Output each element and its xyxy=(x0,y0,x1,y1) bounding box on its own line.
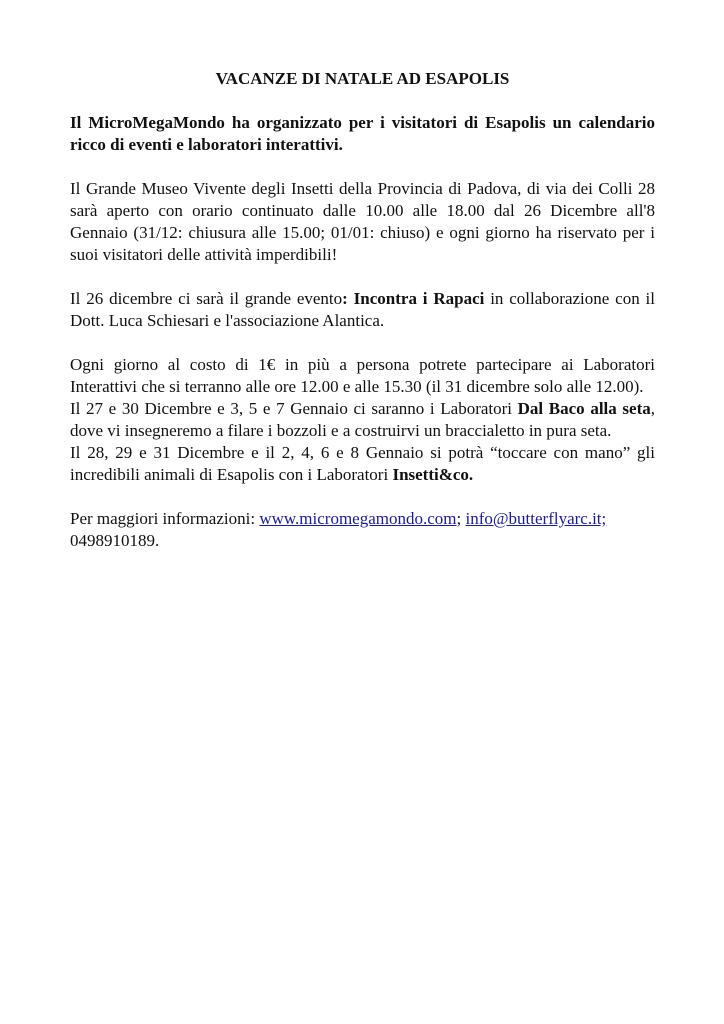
silk-workshop-paragraph xyxy=(70,398,655,442)
event-text-before: Il 26 dicembre ci sarà il grande evento xyxy=(70,289,343,308)
workshops-paragraph: Ogni giorno al costo di 1€ in più a persona potrete partecipare ai Laboratori Interattivi che si terranno alle ore 12.00 e alle 15.30 (il 31 dicembre solo alle 12.00). xyxy=(70,355,655,396)
document-content xyxy=(70,68,655,552)
museum-paragraph: Il Grande Museo Vivente degli Insetti della Provincia di Padova, di via dei Colli 28 sarà aperto con orario continuato dalle 10.00 alle 18.00 dal 26 Dicembre all'8 Gennaio (31/12: chiusura alle 15.00; 01/01: chiuso) e ogni giorno ha riservato per i suoi visitatori delle attività imperdibili! xyxy=(70,179,655,264)
insects-highlight: Insetti&co. xyxy=(392,465,474,484)
contact-separator: ; xyxy=(456,509,466,528)
phone-number: 0498910189. xyxy=(70,531,160,550)
document-title: VACANZE DI NATALE AD ESAPOLIS xyxy=(215,69,510,88)
contact-paragraph xyxy=(70,508,655,552)
email-link[interactable]: info@butterflyarc.it; xyxy=(465,509,607,528)
silk-highlight: Dal Baco alla seta xyxy=(517,399,651,418)
insects-workshop-paragraph xyxy=(70,442,655,486)
intro-paragraph: Il MicroMegaMondo ha organizzato per i visitatori di Esapolis un calendario ricco di eventi e laboratori interattivi. xyxy=(70,113,655,154)
silk-text-after: , dove vi insegneremo a filare i bozzoli e a costruirvi un braccialetto in pura seta. xyxy=(70,399,655,440)
event-text-after: in collaborazione con il Dott. Luca Schiesari e l'associazione Alantica. xyxy=(70,289,655,330)
silk-text-before: Il 27 e 30 Dicembre e 3, 5 e 7 Gennaio ci saranno i Laboratori xyxy=(70,399,518,418)
contact-prefix: Per maggiori informazioni: xyxy=(70,509,260,528)
event-highlight: : Incontra i Rapaci xyxy=(342,289,485,308)
insects-text-before: Il 28, 29 e 31 Dicembre e il 2, 4, 6 e 8 Gennaio si potrà “toccare con mano” gli incredibili animali di Esapolis con i Laboratori xyxy=(70,443,655,484)
event-paragraph xyxy=(70,288,655,332)
website-link[interactable]: www.micromegamondo.com xyxy=(259,509,457,528)
